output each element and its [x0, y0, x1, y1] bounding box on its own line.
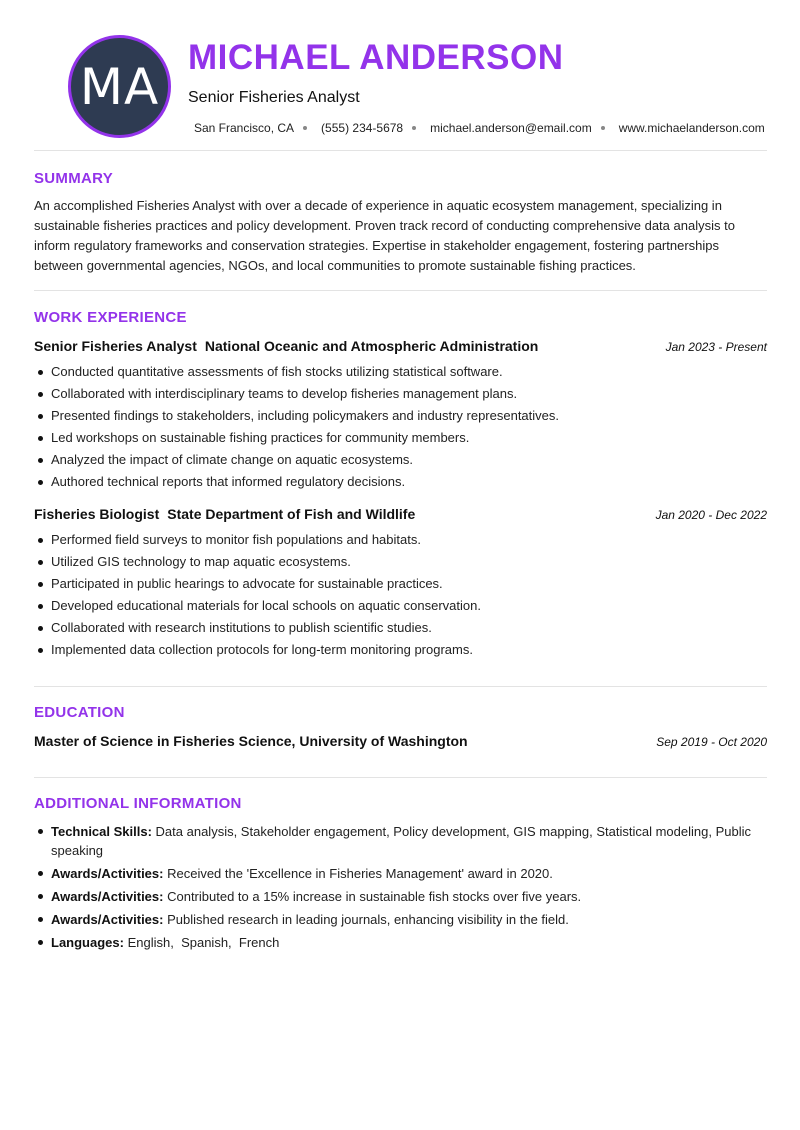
- separator-dot-icon: [601, 126, 605, 130]
- list-item: Presented findings to stakeholders, including policymakers and industry representatives.: [34, 405, 767, 427]
- list-item: [34, 910, 767, 929]
- summary-heading: SUMMARY: [34, 170, 114, 187]
- avatar: [68, 35, 171, 138]
- list-item: Analyzed the impact of climate change on aquatic ecosystems.: [34, 449, 767, 471]
- avatar-initials: MA: [79, 57, 160, 116]
- info-label: Technical Skills:: [51, 824, 152, 839]
- education-dates: Sep 2019 - Oct 2020: [656, 735, 767, 749]
- contact-location: San Francisco, CA: [194, 121, 295, 135]
- education-entry: [34, 733, 767, 749]
- job-bullet-list: [34, 529, 767, 661]
- job-position: Fisheries Biologist: [34, 506, 160, 522]
- separator-dot-icon: [412, 126, 416, 130]
- additional-info-list: [34, 822, 767, 956]
- section-divider: [34, 150, 767, 151]
- contact-line: [194, 121, 765, 135]
- job-header: [34, 338, 767, 354]
- job-dates: Jan 2023 - Present: [665, 340, 767, 354]
- list-item: [34, 933, 767, 952]
- list-item: Led workshops on sustainable fishing practices for community members.: [34, 427, 767, 449]
- job-bullet-list: [34, 361, 767, 493]
- contact-email[interactable]: michael.anderson@email.com: [430, 121, 592, 135]
- education-degree: Master of Science in Fisheries Science, University of Washington: [34, 733, 468, 749]
- resume-header: [34, 0, 767, 151]
- list-item: Implemented data collection protocols for long-term monitoring programs.: [34, 639, 767, 661]
- candidate-role: Senior Fisheries Analyst: [188, 89, 360, 106]
- job-title: [34, 338, 538, 354]
- info-text: Data analysis, Stakeholder engagement, Policy development, GIS mapping, Statistical modeling, Public speaking: [51, 824, 751, 858]
- info-text: Published research in leading journals, enhancing visibility in the field.: [167, 912, 569, 927]
- job-title: [34, 506, 415, 522]
- job-organization: State Department of Fish and Wildlife: [167, 506, 416, 522]
- job-position: Senior Fisheries Analyst: [34, 338, 197, 354]
- list-item: Developed educational materials for local schools on aquatic conservation.: [34, 595, 767, 617]
- job-organization: National Oceanic and Atmospheric Administration: [204, 338, 539, 354]
- experience-heading: WORK EXPERIENCE: [34, 309, 187, 326]
- list-item: [34, 864, 767, 883]
- section-divider: [34, 290, 767, 291]
- list-item: Authored technical reports that informed regulatory decisions.: [34, 471, 767, 493]
- info-label: Awards/Activities:: [51, 889, 164, 904]
- info-label: Awards/Activities:: [51, 912, 164, 927]
- list-item: [34, 887, 767, 906]
- list-item: Collaborated with research institutions to publish scientific studies.: [34, 617, 767, 639]
- list-item: Performed field surveys to monitor fish populations and habitats.: [34, 529, 767, 551]
- info-label: Languages:: [51, 935, 124, 950]
- contact-phone[interactable]: (555) 234-5678: [321, 121, 404, 135]
- summary-text: An accomplished Fisheries Analyst with over a decade of experience in aquatic ecosystem management, specializing in sustainable fisheries practices and policy development. Proven track record of conducting comprehensive data analysis to inform regulatory frameworks and conservation strategies. Expertise in stakeholder engagement, fostering partnerships between governmental agencies, NGOs, and local communities to promote sustainable fishing practices.: [34, 198, 735, 273]
- education-heading: EDUCATION: [34, 704, 125, 721]
- contact-website[interactable]: www.michaelanderson.com: [618, 121, 765, 135]
- job-header: [34, 506, 767, 522]
- info-text: Contributed to a 15% increase in sustainable fish stocks over five years.: [167, 889, 582, 904]
- info-text: Received the 'Excellence in Fisheries Management' award in 2020.: [167, 866, 553, 881]
- list-item: Conducted quantitative assessments of fish stocks utilizing statistical software.: [34, 361, 767, 383]
- candidate-name: MICHAEL ANDERSON: [188, 38, 564, 77]
- list-item: Utilized GIS technology to map aquatic ecosystems.: [34, 551, 767, 573]
- additional-heading: ADDITIONAL INFORMATION: [34, 795, 242, 812]
- list-item: [34, 822, 767, 860]
- info-text: English, Spanish, French: [127, 935, 280, 950]
- list-item: Participated in public hearings to advocate for sustainable practices.: [34, 573, 767, 595]
- separator-dot-icon: [303, 126, 307, 130]
- section-divider: [34, 686, 767, 687]
- job-dates: Jan 2020 - Dec 2022: [655, 508, 767, 522]
- info-label: Awards/Activities:: [51, 866, 164, 881]
- list-item: Collaborated with interdisciplinary teams to develop fisheries management plans.: [34, 383, 767, 405]
- section-divider: [34, 777, 767, 778]
